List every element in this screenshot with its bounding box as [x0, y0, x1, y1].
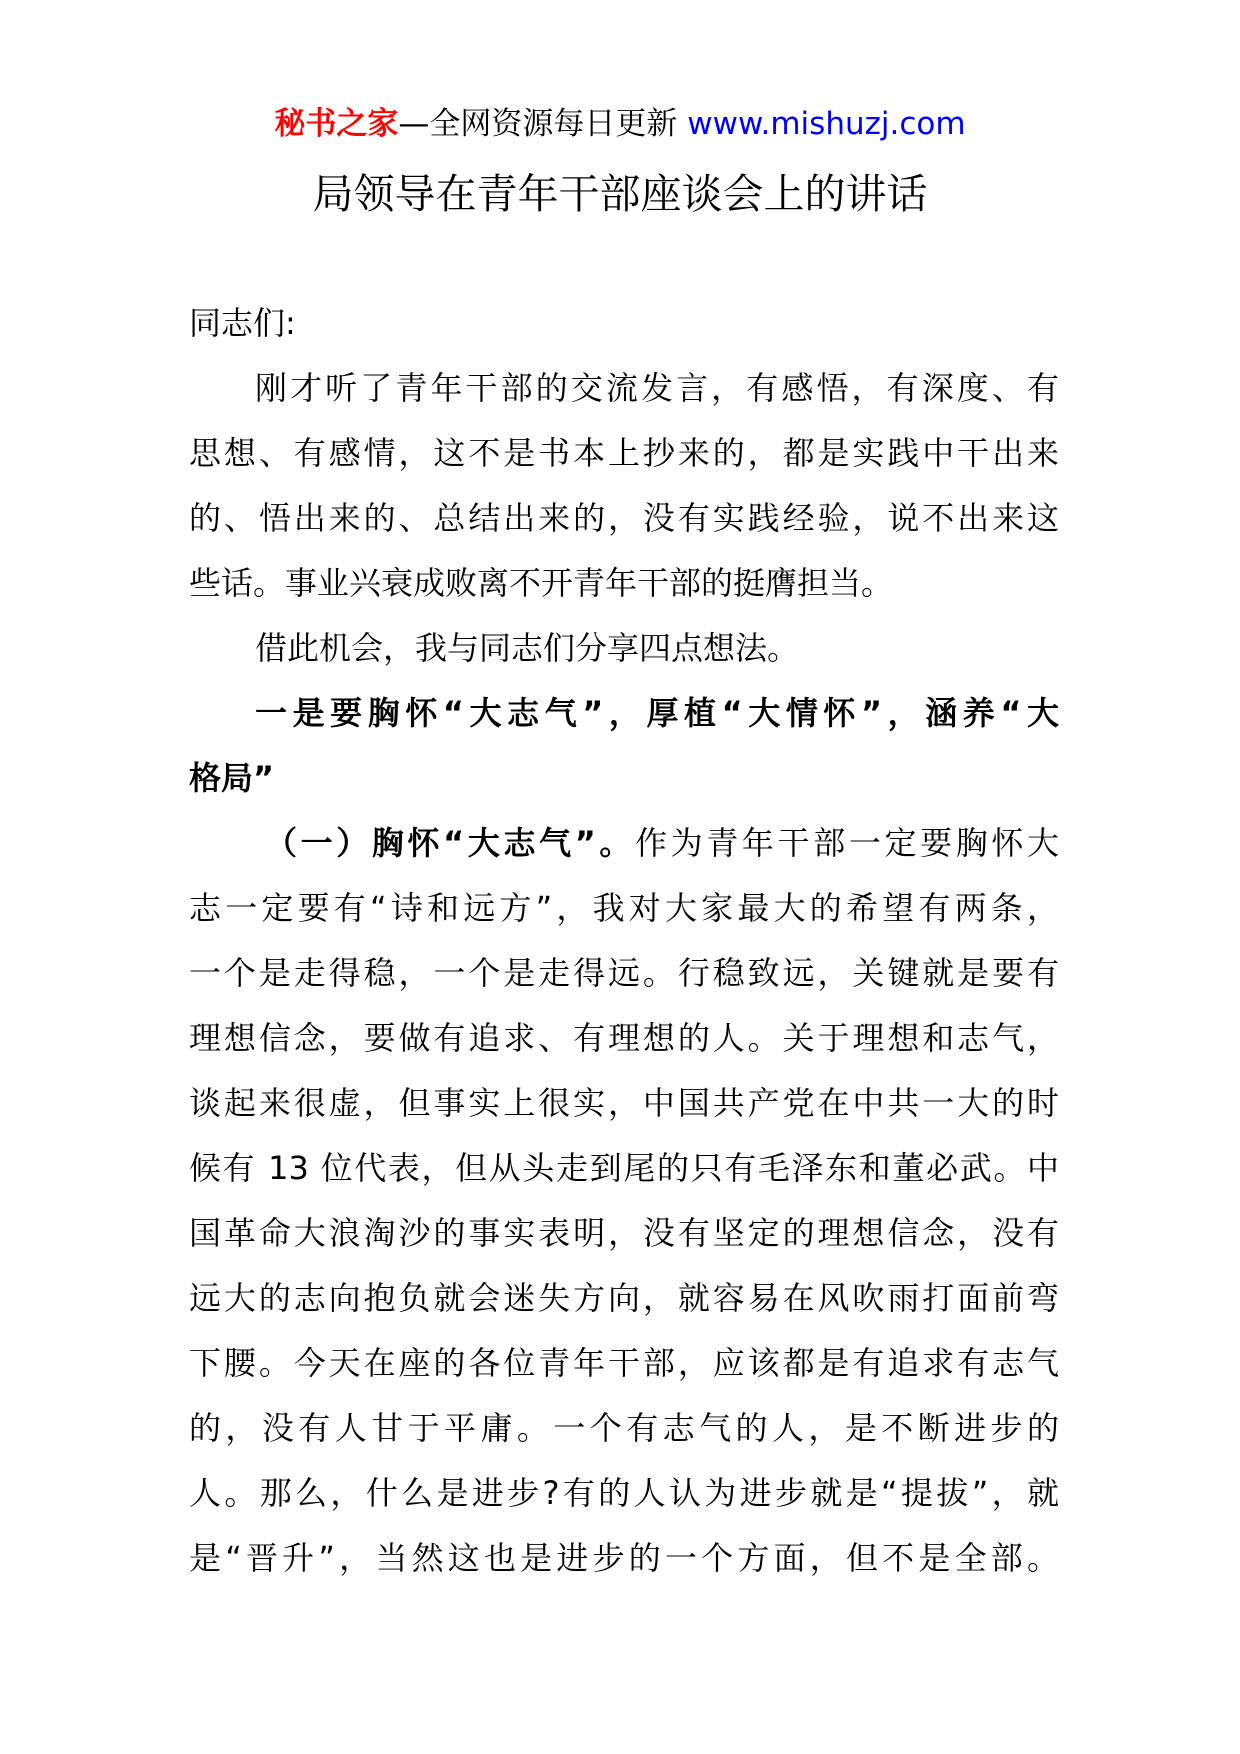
paragraph-line: 思想、有感情，这不是书本上抄来的，都是实践中干出来 — [189, 434, 1059, 472]
paragraph-line: 谈起来很虚，但事实上很实，中国共产党在中共一大的时 — [189, 1084, 1059, 1122]
paragraph-line: 理想信念，要做有追求、有理想的人。关于理想和志气， — [189, 1019, 1059, 1057]
paragraph-line: 候有 13 位代表，但从头走到尾的只有毛泽东和董必武。中 — [189, 1149, 1059, 1187]
subsection-heading: （一）胸怀“大志气”。 — [265, 824, 636, 862]
subsection-line — [189, 811, 1059, 876]
paragraph-line: 国革命大浪淘沙的事实表明，没有坚定的理想信念，没有 — [189, 1214, 1059, 1252]
paragraph-line: 刚才听了青年干部的交流发言，有感悟，有深度、有 — [255, 369, 1059, 407]
header-brand: 秘书之家 — [274, 106, 399, 142]
site-header — [0, 104, 1240, 144]
paragraph-line: 些话。事业兴衰成败离不开青年干部的挺膺担当。 — [189, 564, 894, 602]
section-heading-line: 格局” — [189, 759, 275, 797]
paragraph-line: 一个是走得稳，一个是走得远。行稳致远，关键就是要有 — [189, 954, 1059, 992]
paragraph-line: 人。那么，什么是进步?有的人认为进步就是“提拔”，就 — [189, 1474, 1059, 1512]
paragraph-line: 借此机会，我与同志们分享四点想法。 — [255, 629, 800, 667]
paragraph-line: 是“晋升”，当然这也是进步的一个方面，但不是全部。 — [189, 1539, 1059, 1577]
paragraph-line: 的、悟出来的、总结出来的，没有实践经验，说不出来这 — [189, 499, 1059, 537]
document-body — [189, 291, 1059, 1591]
salutation-line: 同志们: — [189, 304, 296, 342]
paragraph-line: 的，没有人甘于平庸。一个有志气的人，是不断进步的 — [189, 1409, 1059, 1447]
document-title: 局领导在青年干部座谈会上的讲话 — [312, 170, 928, 218]
paragraph-line: 志一定要有“诗和远方”，我对大家最大的希望有两条， — [189, 889, 1059, 927]
paragraph-line: 远大的志向抱负就会迷失方向，就容易在风吹雨打面前弯 — [189, 1279, 1059, 1317]
subsection-text: 作为青年干部一定要胸怀大 — [635, 824, 1059, 862]
section-heading-line: 一是要胸怀“大志气”，厚植“大情怀”，涵养“大 — [255, 694, 1059, 732]
paragraph-line: 下腰。今天在座的各位青年干部，应该都是有追求有志气 — [189, 1344, 1059, 1382]
header-url[interactable]: www.mishuzj.com — [687, 106, 966, 142]
header-slogan: —全网资源每日更新 — [398, 106, 678, 142]
